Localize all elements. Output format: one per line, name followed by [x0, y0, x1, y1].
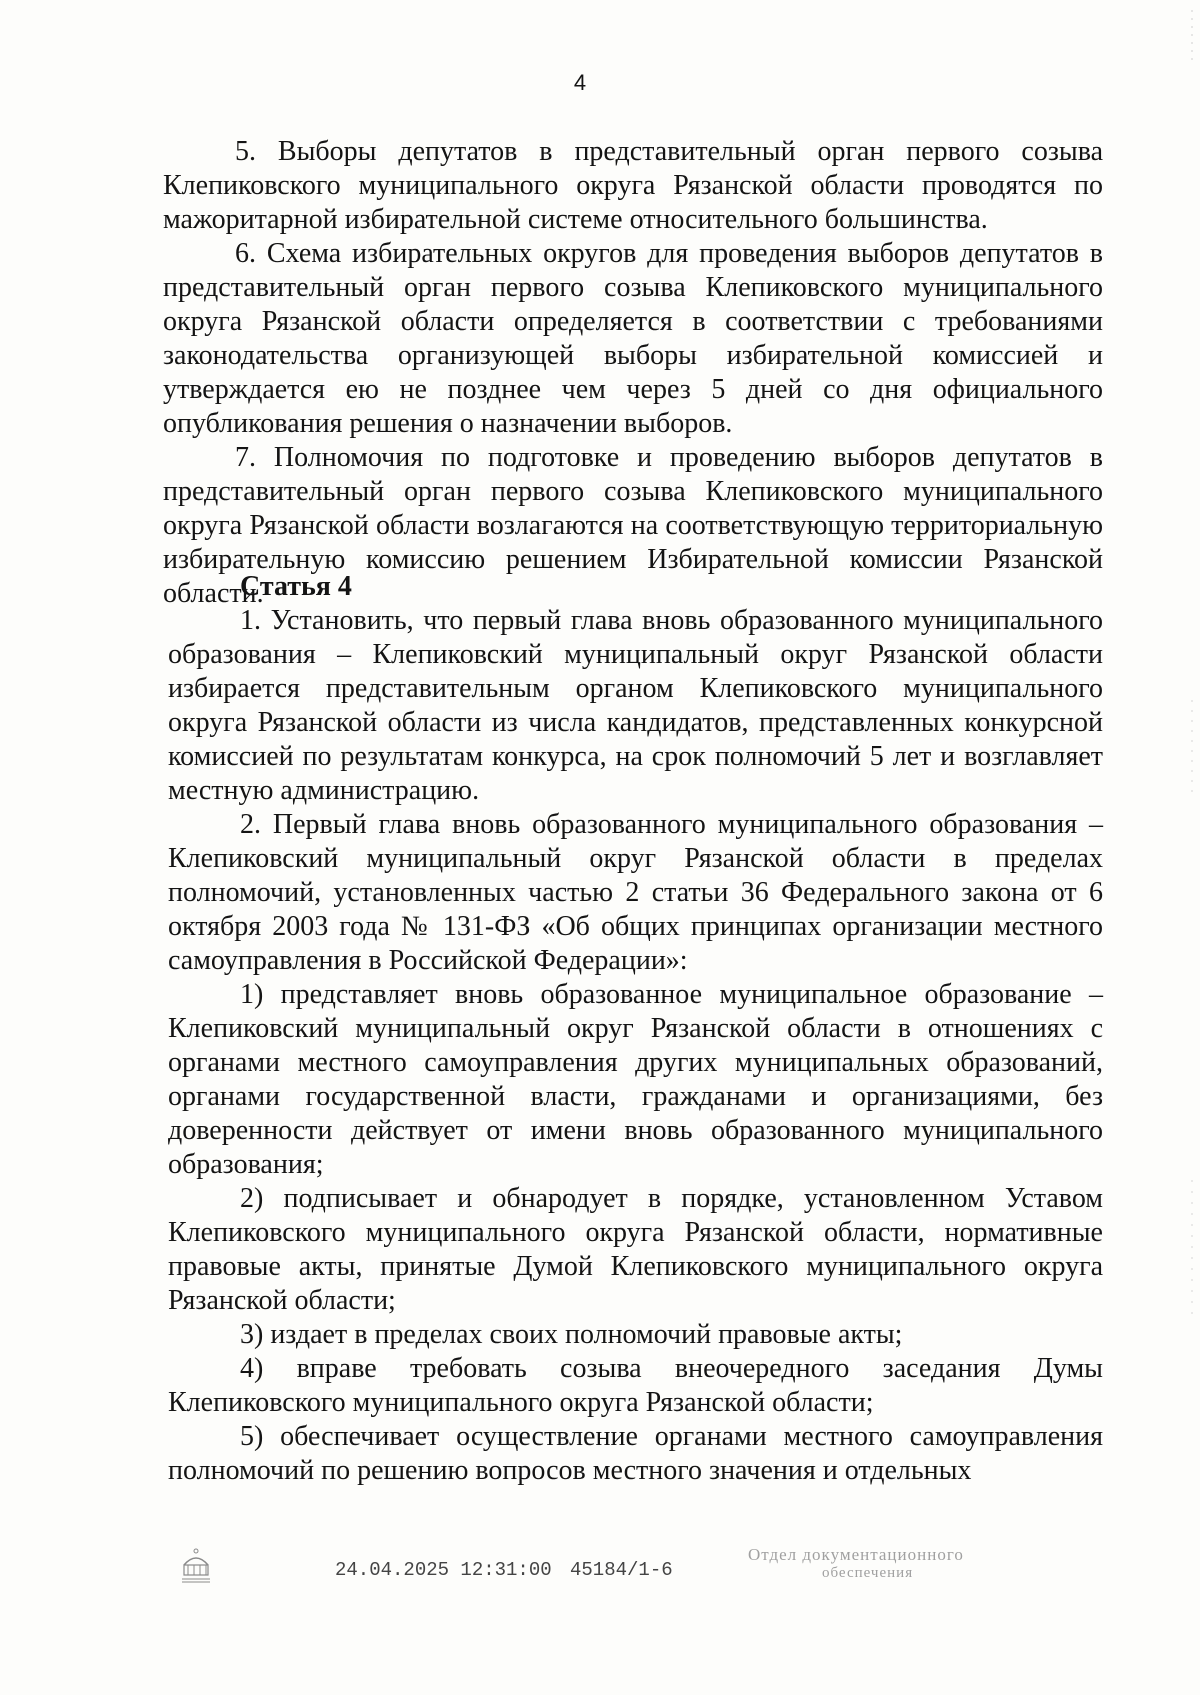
department-stamp-line-2: обеспечения: [822, 1565, 914, 1581]
article-4-item-4: 4) вправе требовать созыва внеочередного заседания Думы Клепиковского муниципального округа Рязанской области;: [168, 1353, 1103, 1418]
footer: [0, 1545, 1200, 1625]
article-4-heading: Статья 4: [240, 571, 352, 602]
paragraph-7: 7. Полномочия по подготовке и проведению выборов депутатов в представительный орган первого созыва Клепиковского муниципального округа Рязанской области возлагаются на соответствующую территориальную избирательную комиссию решением Избирательной комиссии Рязанской области.: [163, 442, 1103, 609]
article-4-paragraph-1: 1. Установить, что первый глава вновь образованного муниципального образования – Клепиковский муниципальный округ Рязанской области избирается представительным органом Клепиковского муниципального округа Рязанской области из числа кандидатов, представленных конкурсной комиссией по результатам конкурса, на срок полномочий 5 лет и возглавляет местную администрацию.: [168, 605, 1103, 806]
article-4-item-3: 3) издает в пределах своих полномочий правовые акты;: [240, 1319, 903, 1350]
article-4-item-2: 2) подписывает и обнародует в порядке, установленном Уставом Клепиковского муниципального округа Рязанской области, нормативные правовые акты, принятые Думой Клепиковского муниципального округа Рязанской области;: [168, 1183, 1103, 1316]
footer-datetime: 24.04.2025 12:31:00: [335, 1559, 552, 1581]
article-4-item-1: 1) представляет вновь образованное муниципальное образование – Клепиковский муниципальный округ Рязанской области в отношениях с органами местного самоуправления других муниципальных образований, органами государственной власти, гражданами и организациями, без доверенности действует от имени вновь образованного муниципального образования;: [168, 979, 1103, 1180]
department-stamp-line-1: Отдел документационного: [748, 1545, 964, 1564]
article-4-paragraph-2: 2. Первый глава вновь образованного муниципального образования – Клепиковский муниципальный округ Рязанской области в пределах полномочий, установленных частью 2 статьи 36 Федерального закона от 6 октября 2003 года № 131-ФЗ «Об общих принципах организации местного самоуправления в Российской Федерации»:: [168, 809, 1103, 976]
article-4-item-5: 5) обеспечивает осуществление органами местного самоуправления полномочий по решению вопросов местного значения и отдельных: [168, 1421, 1103, 1486]
section-top: [163, 135, 1103, 611]
paragraph-5: 5. Выборы депутатов в представительный орган первого созыва Клепиковского муниципального округа Рязанской области проводятся по мажоритарной избирательной системе относительного большинства.: [163, 136, 1103, 235]
paragraph-6: 6. Схема избирательных округов для проведения выборов депутатов в представительный орган первого созыва Клепиковского муниципального округа Рязанской области определяется в соответствии с требованиями законодательства организующей выборы избирательной комиссией и утверждается ею не позднее чем через 5 дней со дня официального опубликования решения о назначении выборов.: [163, 238, 1103, 439]
footer-document-code: 45184/1-6: [570, 1559, 673, 1581]
scan-edge-marks: [1186, 0, 1196, 1695]
page-number: 4: [573, 70, 587, 95]
emblem-icon: [178, 1545, 214, 1585]
article-4: [168, 570, 1103, 1488]
